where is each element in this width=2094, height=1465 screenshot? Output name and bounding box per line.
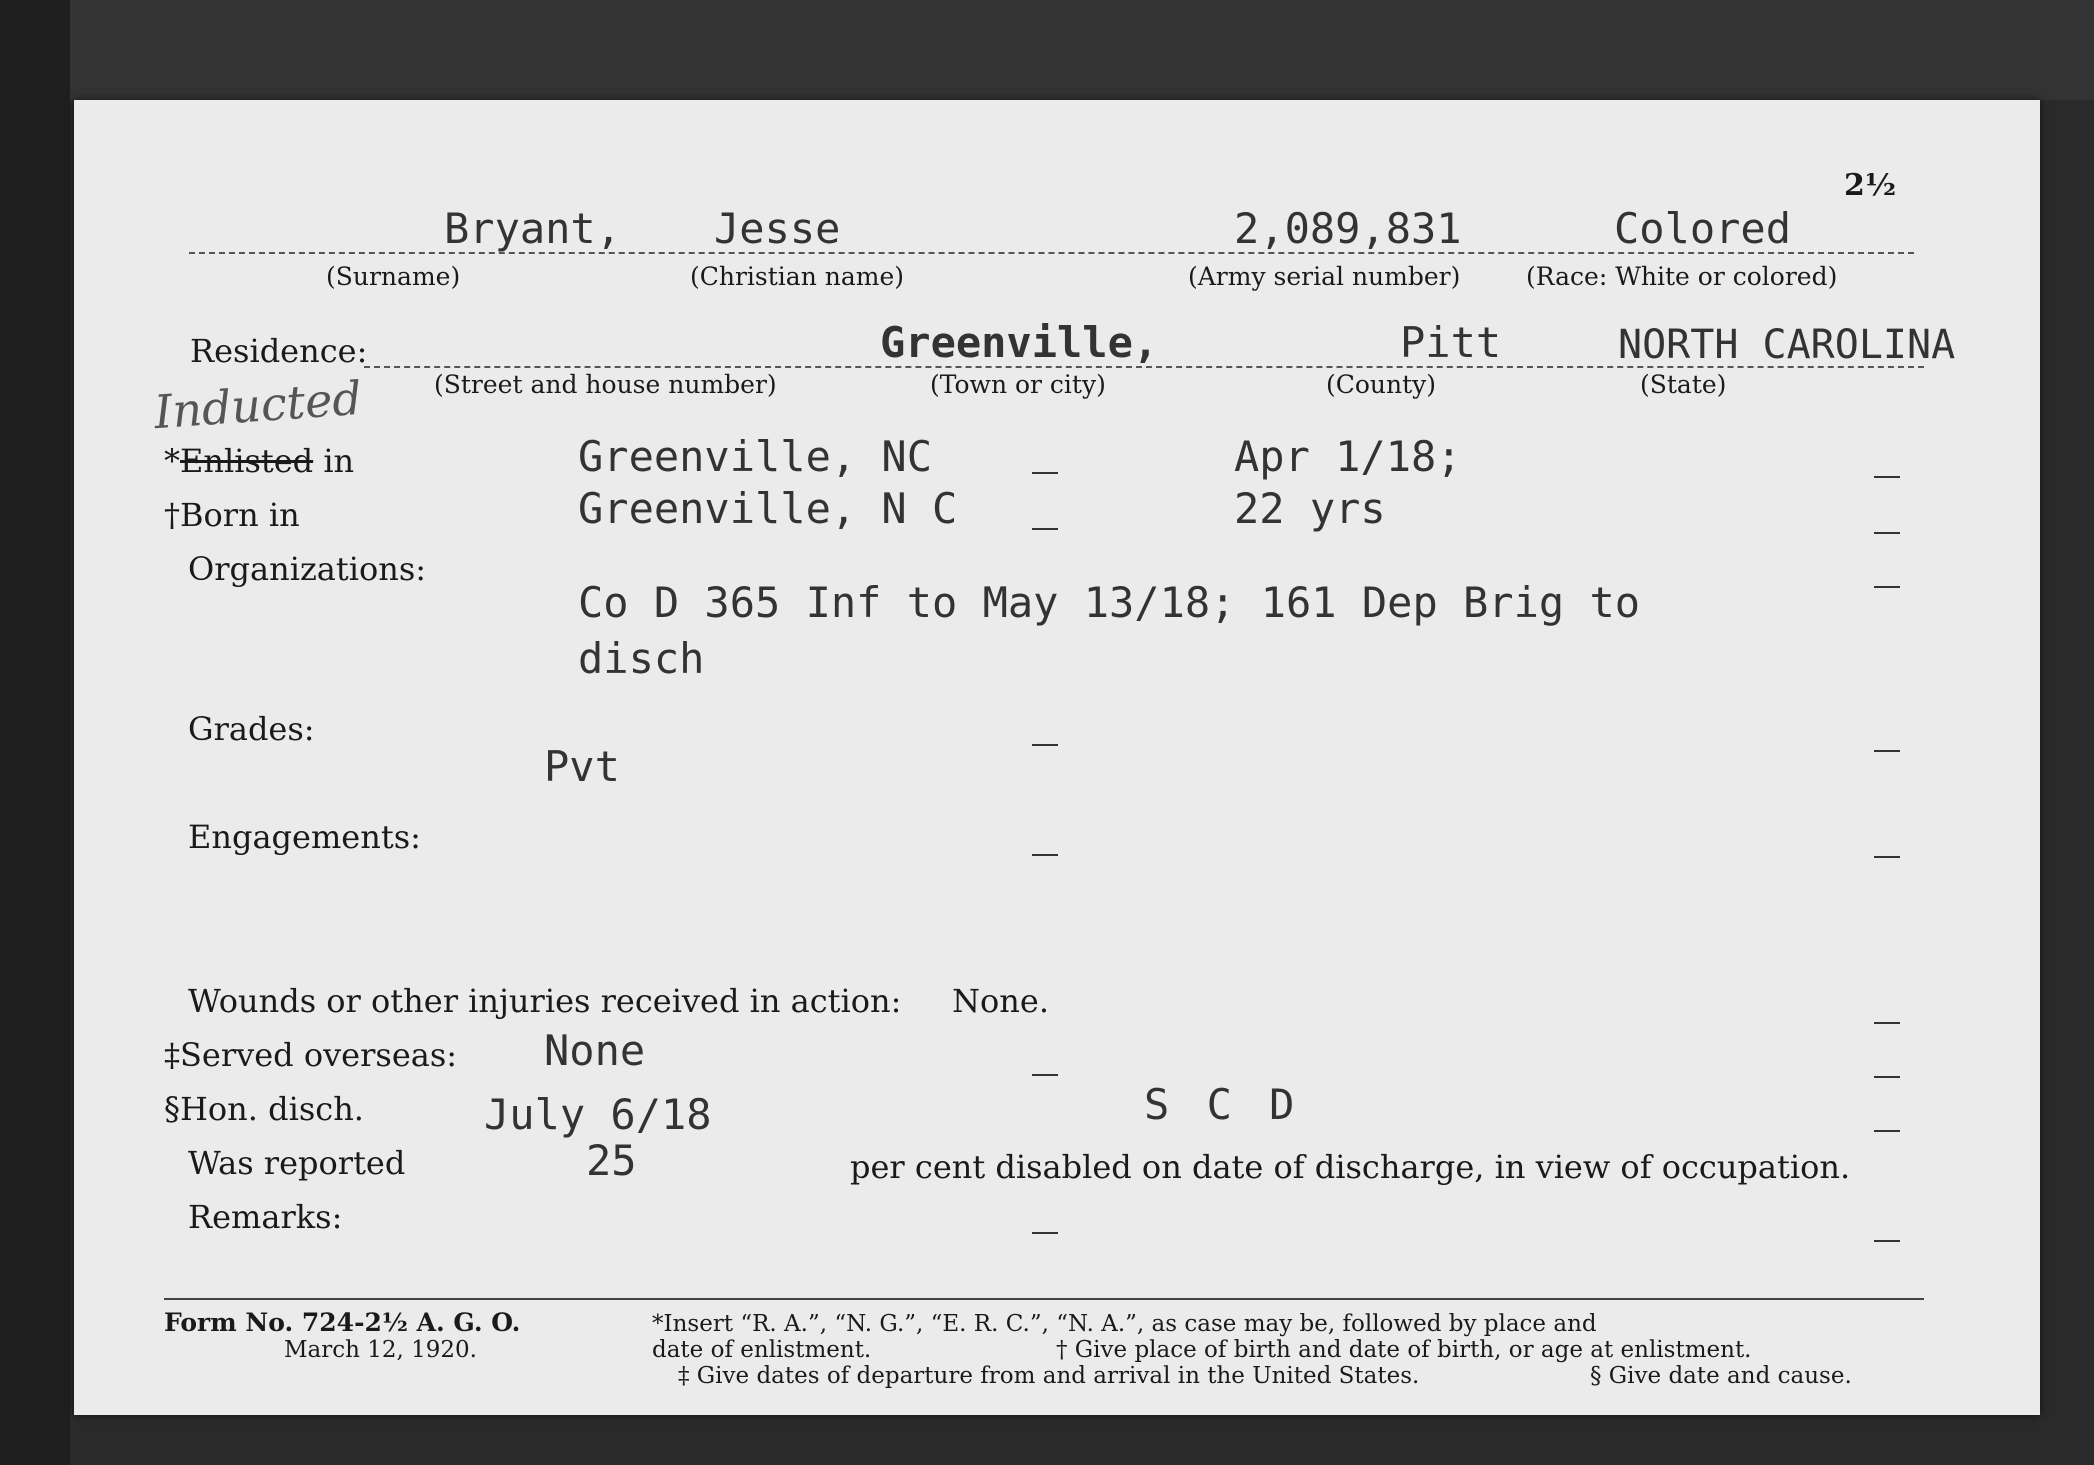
dash-mark: [1874, 532, 1900, 534]
grades-value: Pvt: [544, 742, 620, 791]
caption-surname: (Surname): [326, 262, 461, 291]
dash-mark: [1874, 750, 1900, 752]
dash-mark: [1874, 1240, 1900, 1242]
wounds-label: Wounds or other injuries received in action:: [188, 982, 902, 1020]
handwritten-inducted: Inducted: [152, 370, 364, 440]
served-overseas-value: None: [544, 1026, 646, 1075]
disabled-text: per cent disabled on date of discharge, in view of occupation.: [850, 1148, 1851, 1186]
dash-mark: [1032, 528, 1058, 530]
served-overseas-label: ‡Served overseas:: [164, 1036, 458, 1074]
engagements-label: Engagements:: [188, 818, 421, 856]
footer-rule: [164, 1298, 1924, 1300]
footnote-line2a: date of enlistment.: [652, 1337, 872, 1363]
residence-label: Residence:: [190, 332, 368, 370]
born-place: Greenville, N C: [578, 484, 958, 533]
corner-number: 2½: [1844, 168, 1897, 203]
hon-disch-date: July 6/18: [484, 1090, 712, 1139]
percent-disabled-value: 25: [586, 1136, 637, 1185]
caption-serial-number: (Army serial number): [1188, 262, 1461, 291]
caption-christian-name: (Christian name): [690, 262, 905, 291]
was-reported-label: Was reported: [188, 1144, 406, 1182]
footnote-line3b: § Give date and cause.: [1590, 1363, 1852, 1389]
dash-mark: [1032, 472, 1058, 474]
caption-town: (Town or city): [930, 370, 1106, 399]
dash-mark: [1032, 1074, 1058, 1076]
dash-mark: [1032, 1232, 1058, 1234]
form-number: Form No. 724-2½ A. G. O.: [164, 1308, 521, 1337]
organizations-line2: disch: [578, 634, 705, 683]
scanner-background-left: [0, 0, 70, 1465]
footnote-line2b: † Give place of birth and date of birth, or age at enlistment.: [1056, 1337, 1752, 1363]
residence-town: Greenville,: [880, 318, 1159, 367]
enlisted-label: *Enlisted in: [164, 442, 355, 480]
enlisted-date: Apr 1/18;: [1234, 432, 1462, 481]
caption-race: (Race: White or colored): [1526, 262, 1838, 291]
serial-number-value: 2,089,831: [1234, 204, 1462, 253]
footnote-line3a: ‡ Give dates of departure from and arrival in the United States.: [678, 1363, 1420, 1389]
dash-mark: [1874, 856, 1900, 858]
caption-street: (Street and house number): [434, 370, 777, 399]
scanner-background-top: [0, 0, 2094, 100]
born-label: †Born in: [164, 496, 300, 534]
residence-county: Pitt: [1400, 318, 1502, 367]
name-row-rule: [189, 252, 1914, 254]
hon-disch-label: §Hon. disch.: [164, 1090, 364, 1128]
dash-mark: [1032, 744, 1058, 746]
race-value: Colored: [1614, 204, 1792, 253]
dash-mark: [1874, 1130, 1900, 1132]
dash-mark: [1874, 476, 1900, 478]
wounds-value: None.: [952, 982, 1049, 1020]
dash-mark: [1874, 1076, 1900, 1078]
caption-county: (County): [1326, 370, 1437, 399]
residence-state: NORTH CAROLINA: [1618, 322, 1956, 368]
remarks-label: Remarks:: [188, 1198, 343, 1236]
christian-name-value: Jesse: [714, 204, 841, 253]
form-date: March 12, 1920.: [284, 1337, 477, 1363]
organizations-line1: Co D 365 Inf to May 13/18; 161 Dep Brig to: [578, 578, 1641, 627]
enlisted-place: Greenville, NC: [578, 432, 933, 481]
surname-value: Bryant,: [444, 204, 622, 253]
caption-state: (State): [1640, 370, 1727, 399]
hon-disch-cause: S C D: [1144, 1080, 1301, 1129]
footnote-line1: *Insert “R. A.”, “N. G.”, “E. R. C.”, “N. A.”, as case may be, followed by place and: [652, 1311, 1597, 1337]
grades-label: Grades:: [188, 710, 315, 748]
service-record-card: [74, 100, 2040, 1415]
born-age: 22 yrs: [1234, 484, 1386, 533]
dash-mark: [1874, 1022, 1900, 1024]
organizations-label: Organizations:: [188, 550, 427, 588]
dash-mark: [1032, 854, 1058, 856]
dash-mark: [1874, 586, 1900, 588]
